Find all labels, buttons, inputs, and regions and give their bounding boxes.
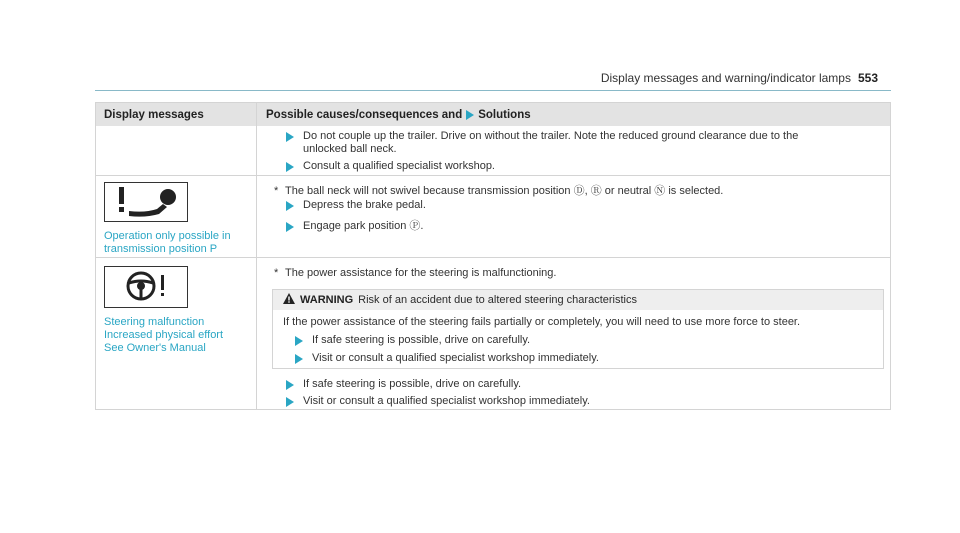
row3-note bbox=[274, 267, 556, 279]
row1-step-1-line2: unlocked ball neck. bbox=[303, 143, 397, 155]
warning-box bbox=[272, 289, 884, 369]
arrow-icon bbox=[286, 162, 294, 172]
footnote-star: * bbox=[274, 267, 279, 279]
warning-step-2-text: Visit or consult a qualified specialist workshop immediately. bbox=[312, 352, 599, 364]
row2-message-line1: Operation only possible in bbox=[104, 230, 231, 242]
table-header bbox=[96, 103, 890, 126]
trailer-ball-neck-warning-icon bbox=[104, 182, 188, 222]
arrow-icon bbox=[286, 397, 294, 407]
arrow-icon bbox=[286, 380, 294, 390]
row3-step-2-text: Visit or consult a qualified specialist workshop immediately. bbox=[303, 395, 590, 407]
row2-step-1 bbox=[286, 199, 426, 212]
arrow-icon bbox=[286, 132, 294, 142]
column-header-solutions-label: Solutions bbox=[478, 109, 531, 121]
page-number: 553 bbox=[857, 71, 878, 85]
row2-note bbox=[274, 182, 723, 198]
warning-step-2 bbox=[295, 352, 599, 365]
row2-display-message bbox=[104, 230, 231, 256]
row2-step-2 bbox=[286, 220, 423, 233]
steering-wheel-warning-icon bbox=[104, 266, 188, 308]
row2-step-1-text: Depress the brake pedal. bbox=[303, 199, 426, 211]
display-messages-table bbox=[95, 102, 891, 410]
arrow-icon bbox=[295, 354, 303, 364]
row3-note-text: The power assistance for the steering is malfunctioning. bbox=[285, 267, 557, 279]
column-header-causes bbox=[266, 109, 531, 121]
row-divider bbox=[96, 257, 890, 258]
warning-title: Risk of an accident due to altered steering characteristics bbox=[358, 294, 637, 306]
row3-display-message bbox=[104, 316, 223, 355]
row3-message-line1: Steering malfunction bbox=[104, 316, 205, 328]
column-header-display-messages: Display messages bbox=[104, 109, 204, 121]
row3-message-line3: See Owner's Manual bbox=[104, 342, 206, 354]
warning-triangle-icon bbox=[283, 293, 295, 307]
arrow-icon bbox=[286, 201, 294, 211]
row1-step-1 bbox=[286, 130, 798, 156]
footnote-star: * bbox=[274, 185, 279, 197]
warning-header bbox=[273, 290, 883, 310]
warning-body: If the power assistance of the steering fails partially or completely, you will need to use more force to steer. bbox=[283, 316, 801, 328]
row-divider bbox=[96, 175, 890, 176]
row1-step-1-text bbox=[303, 130, 798, 156]
arrow-icon bbox=[286, 222, 294, 232]
column-header-causes-label: Possible causes/consequences and bbox=[266, 109, 463, 121]
warning-step-1-text: If safe steering is possible, drive on carefully. bbox=[312, 334, 531, 346]
row1-step-2-text: Consult a qualified specialist workshop. bbox=[303, 160, 495, 172]
row1-step-2 bbox=[286, 160, 495, 173]
arrow-icon bbox=[466, 110, 474, 120]
page-header-title: Display messages and warning/indicator lamps bbox=[600, 71, 851, 85]
row1-step-1-line1: Do not couple up the trailer. Drive on without the trailer. Note the reduced ground clearance due to the bbox=[303, 130, 799, 142]
row3-message-line2: Increased physical effort bbox=[104, 329, 224, 341]
row3-step-1-text: If safe steering is possible, drive on carefully. bbox=[303, 378, 522, 390]
row2-message-line2: transmission position P bbox=[104, 243, 218, 255]
row3-step-1 bbox=[286, 378, 521, 391]
row2-step-2-text: Engage park position Ⓟ. bbox=[303, 220, 424, 232]
warning-label: WARNING bbox=[300, 294, 354, 306]
page-header bbox=[601, 71, 878, 85]
column-divider bbox=[256, 103, 257, 409]
arrow-icon bbox=[295, 336, 303, 346]
row3-step-2 bbox=[286, 395, 590, 408]
warning-step-1 bbox=[295, 334, 530, 347]
row2-note-text: The ball neck will not swivel because transmission position Ⓓ, Ⓡ or neutral Ⓝ is selected. bbox=[285, 185, 724, 197]
header-rule bbox=[95, 90, 891, 91]
